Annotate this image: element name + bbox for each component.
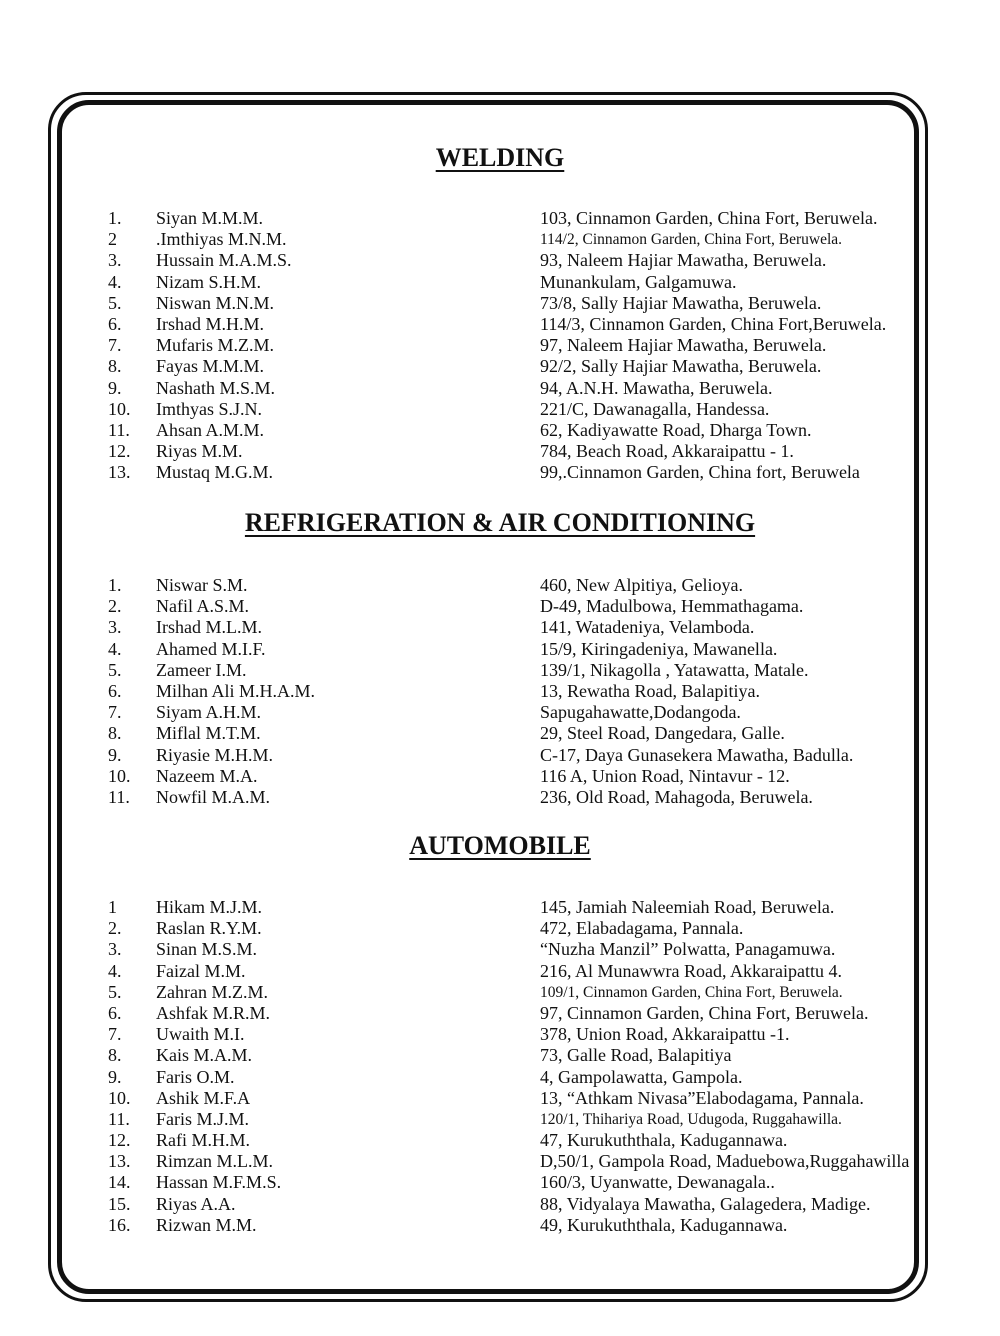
section-title-welding: WELDING bbox=[435, 143, 565, 172]
address: 784, Beach Road, Akkaraipattu - 1. bbox=[540, 441, 794, 462]
list-item bbox=[0, 1151, 1000, 1172]
address: 109/1, Cinnamon Garden, China Fort, Beruwela. bbox=[540, 983, 843, 1001]
list-item bbox=[0, 982, 1000, 1003]
list-item bbox=[0, 1109, 1000, 1130]
address: 236, Old Road, Mahagoda, Beruwela. bbox=[540, 786, 813, 807]
address: 99,.Cinnamon Garden, China fort, Beruwela bbox=[540, 462, 860, 483]
person-name: Uwaith M.I. bbox=[156, 1024, 245, 1045]
list-item bbox=[0, 1003, 1000, 1024]
list-item bbox=[0, 250, 1000, 271]
section-title-automobile: AUTOMOBILE bbox=[409, 831, 591, 860]
person-name: Siyan M.M.M. bbox=[156, 208, 264, 228]
person-name: Ashik M.F.A bbox=[156, 1087, 251, 1108]
person-name: Faris O.M. bbox=[156, 1066, 235, 1087]
person-name: Ahsan A.M.M. bbox=[156, 419, 265, 440]
item-number: 3. bbox=[108, 939, 122, 960]
automobile-list bbox=[0, 897, 1000, 1236]
list-item bbox=[0, 918, 1000, 939]
item-number: 10. bbox=[108, 398, 131, 419]
list-item bbox=[0, 1172, 1000, 1193]
list-item bbox=[0, 399, 1000, 420]
item-number: 15. bbox=[108, 1193, 131, 1214]
item-number: 9. bbox=[108, 1066, 122, 1087]
person-name: Fayas M.M.M. bbox=[156, 356, 265, 377]
item-number: 3. bbox=[108, 617, 122, 638]
address: D,50/1, Gampola Road, Maduebowa,Ruggahawilla bbox=[540, 1151, 910, 1172]
item-number: 7. bbox=[108, 1024, 122, 1045]
person-name: Milhan Ali M.H.A.M. bbox=[156, 680, 316, 701]
item-number: 13. bbox=[108, 1151, 131, 1172]
person-name: Irshad M.H.M. bbox=[156, 313, 264, 334]
address: 73, Galle Road, Balapitiya bbox=[540, 1045, 732, 1066]
address: Sapugahawatte,Dodangoda. bbox=[540, 702, 741, 723]
list-item bbox=[0, 1194, 1000, 1215]
list-item bbox=[0, 420, 1000, 441]
item-number: 6. bbox=[108, 313, 122, 334]
person-name: Hassan M.F.M.S. bbox=[156, 1172, 282, 1193]
person-name: Rimzan M.L.M. bbox=[156, 1151, 273, 1172]
item-number: 4. bbox=[108, 271, 122, 292]
list-item bbox=[0, 293, 1000, 314]
item-number: 12. bbox=[108, 441, 131, 462]
item-number: 6. bbox=[108, 1002, 122, 1023]
person-name: Hussain M.A.M.S. bbox=[156, 250, 292, 271]
address: 114/2, Cinnamon Garden, China Fort, Beruwela. bbox=[540, 231, 843, 249]
list-item bbox=[0, 897, 1000, 918]
address: 13, “Athkam Nivasa”Elabodagama, Pannala. bbox=[540, 1087, 864, 1108]
item-number: 11. bbox=[108, 1108, 130, 1129]
item-number: 9. bbox=[108, 744, 122, 765]
person-name: Sinan M.S.M. bbox=[156, 939, 258, 960]
address: 47, Kurukuththala, Kadugannawa. bbox=[540, 1130, 788, 1151]
item-number: 1 bbox=[108, 897, 117, 917]
item-number: 10. bbox=[108, 1087, 131, 1108]
person-name: Riyas M.M. bbox=[156, 441, 243, 462]
list-item bbox=[0, 1024, 1000, 1045]
item-number: 2. bbox=[108, 918, 122, 939]
item-number: 1. bbox=[108, 575, 122, 595]
address: 4, Gampolawatta, Gampola. bbox=[540, 1066, 743, 1087]
section-title-refrigeration: REFRIGERATION & AIR CONDITIONING bbox=[244, 508, 756, 537]
person-name: Faris M.J.M. bbox=[156, 1108, 250, 1129]
address: 116 A, Union Road, Nintavur - 12. bbox=[540, 765, 790, 786]
list-item bbox=[0, 1067, 1000, 1088]
person-name: Nafil A.S.M. bbox=[156, 596, 250, 617]
person-name: Nashath M.S.M. bbox=[156, 377, 276, 398]
person-name: Hikam M.J.M. bbox=[156, 897, 263, 917]
item-number: 11. bbox=[108, 786, 130, 807]
address: 93, Naleem Hajiar Mawatha, Beruwela. bbox=[540, 250, 827, 271]
item-number: 10. bbox=[108, 765, 131, 786]
item-number: 1. bbox=[108, 208, 122, 228]
item-number: 14. bbox=[108, 1172, 131, 1193]
address: C-17, Daya Gunasekera Mawatha, Badulla. bbox=[540, 744, 854, 765]
address: “Nuzha Manzil” Polwatta, Panagamuwa. bbox=[540, 939, 836, 960]
person-name: Raslan R.Y.M. bbox=[156, 918, 262, 939]
person-name: .Imthiyas M.N.M. bbox=[156, 229, 287, 250]
person-name: Rizwan M.M. bbox=[156, 1214, 257, 1235]
list-item bbox=[0, 596, 1000, 617]
address: 114/3, Cinnamon Garden, China Fort,Beruwela. bbox=[540, 313, 887, 334]
person-name: Nizam S.H.M. bbox=[156, 271, 261, 292]
item-number: 2 bbox=[108, 229, 117, 250]
address: 103, Cinnamon Garden, China Fort, Beruwela. bbox=[540, 208, 878, 228]
list-item bbox=[0, 939, 1000, 960]
person-name: Irshad M.L.M. bbox=[156, 617, 262, 638]
item-number: 2. bbox=[108, 596, 122, 617]
person-name: Zameer I.M. bbox=[156, 659, 247, 680]
address: 13, Rewatha Road, Balapitiya. bbox=[540, 680, 760, 701]
item-number: 7. bbox=[108, 335, 122, 356]
person-name: Nazeem M.A. bbox=[156, 765, 258, 786]
list-item bbox=[0, 961, 1000, 982]
list-item bbox=[0, 208, 1000, 229]
address: 145, Jamiah Naleemiah Road, Beruwela. bbox=[540, 897, 835, 917]
person-name: Ashfak M.R.M. bbox=[156, 1002, 271, 1023]
address: 221/C, Dawanagalla, Handessa. bbox=[540, 398, 770, 419]
person-name: Rafi M.H.M. bbox=[156, 1130, 250, 1151]
list-item bbox=[0, 766, 1000, 787]
item-number: 5. bbox=[108, 292, 122, 313]
address: 160/3, Uyanwatte, Dewanagala.. bbox=[540, 1172, 775, 1193]
address: 29, Steel Road, Dangedara, Galle. bbox=[540, 723, 785, 744]
welding-list bbox=[0, 208, 1000, 483]
list-item bbox=[0, 1045, 1000, 1066]
person-name: Siyam A.H.M. bbox=[156, 702, 262, 723]
list-item bbox=[0, 787, 1000, 808]
address: 97, Cinnamon Garden, China Fort, Beruwela. bbox=[540, 1002, 869, 1023]
list-item bbox=[0, 229, 1000, 250]
person-name: Riyasie M.H.M. bbox=[156, 744, 273, 765]
person-name: Zahran M.Z.M. bbox=[156, 981, 268, 1002]
address: 460, New Alpitiya, Gelioya. bbox=[540, 575, 743, 595]
person-name: Mufaris M.Z.M. bbox=[156, 335, 274, 356]
address: 120/1, Thihariya Road, Udugoda, Ruggahawilla. bbox=[540, 1110, 842, 1128]
address: 97, Naleem Hajiar Mawatha, Beruwela. bbox=[540, 335, 827, 356]
list-item bbox=[0, 575, 1000, 596]
list-item bbox=[0, 356, 1000, 377]
refrigeration-list bbox=[0, 575, 1000, 808]
list-item bbox=[0, 272, 1000, 293]
list-item bbox=[0, 1215, 1000, 1236]
item-number: 11. bbox=[108, 419, 130, 440]
address: 73/8, Sally Hajiar Mawatha, Beruwela. bbox=[540, 292, 822, 313]
item-number: 4. bbox=[108, 960, 122, 981]
item-number: 8. bbox=[108, 723, 122, 744]
person-name: Faizal M.M. bbox=[156, 960, 246, 981]
list-item bbox=[0, 1088, 1000, 1109]
item-number: 12. bbox=[108, 1130, 131, 1151]
list-item bbox=[0, 314, 1000, 335]
list-item bbox=[0, 378, 1000, 399]
list-item bbox=[0, 1130, 1000, 1151]
item-number: 3. bbox=[108, 250, 122, 271]
list-item bbox=[0, 441, 1000, 462]
list-item bbox=[0, 660, 1000, 681]
person-name: Niswan M.N.M. bbox=[156, 292, 275, 313]
address: 92/2, Sally Hajiar Mawatha, Beruwela. bbox=[540, 356, 822, 377]
item-number: 8. bbox=[108, 356, 122, 377]
person-name: Niswar S.M. bbox=[156, 575, 248, 595]
person-name: Kais M.A.M. bbox=[156, 1045, 253, 1066]
person-name: Mustaq M.G.M. bbox=[156, 462, 274, 483]
item-number: 7. bbox=[108, 702, 122, 723]
item-number: 13. bbox=[108, 462, 131, 483]
item-number: 16. bbox=[108, 1214, 131, 1235]
person-name: Miflal M.T.M. bbox=[156, 723, 261, 744]
address: 49, Kurukuththala, Kadugannawa. bbox=[540, 1214, 788, 1235]
address: 139/1, Nikagolla , Yatawatta, Matale. bbox=[540, 659, 809, 680]
list-item bbox=[0, 702, 1000, 723]
address: 472, Elabadagama, Pannala. bbox=[540, 918, 744, 939]
person-name: Riyas A.A. bbox=[156, 1193, 236, 1214]
address: Munankulam, Galgamuwa. bbox=[540, 271, 737, 292]
address: 94, A.N.H. Mawatha, Beruwela. bbox=[540, 377, 773, 398]
list-item bbox=[0, 617, 1000, 638]
list-item bbox=[0, 681, 1000, 702]
address: 88, Vidyalaya Mawatha, Galagedera, Madige. bbox=[540, 1193, 871, 1214]
item-number: 8. bbox=[108, 1045, 122, 1066]
list-item bbox=[0, 745, 1000, 766]
address: 62, Kadiyawatte Road, Dharga Town. bbox=[540, 419, 812, 440]
person-name: Nowfil M.A.M. bbox=[156, 786, 271, 807]
list-item bbox=[0, 462, 1000, 483]
item-number: 4. bbox=[108, 638, 122, 659]
person-name: Imthyas S.J.N. bbox=[156, 398, 263, 419]
address: 378, Union Road, Akkaraipattu -1. bbox=[540, 1024, 790, 1045]
address: 15/9, Kiringadeniya, Mawanella. bbox=[540, 638, 778, 659]
person-name: Ahamed M.I.F. bbox=[156, 638, 266, 659]
address: 216, Al Munawwra Road, Akkaraipattu 4. bbox=[540, 960, 842, 981]
list-item bbox=[0, 723, 1000, 744]
item-number: 5. bbox=[108, 659, 122, 680]
item-number: 6. bbox=[108, 680, 122, 701]
list-item bbox=[0, 335, 1000, 356]
list-item bbox=[0, 639, 1000, 660]
address: 141, Watadeniya, Velamboda. bbox=[540, 617, 755, 638]
item-number: 9. bbox=[108, 377, 122, 398]
item-number: 5. bbox=[108, 981, 122, 1002]
address: D-49, Madulbowa, Hemmathagama. bbox=[540, 596, 804, 617]
